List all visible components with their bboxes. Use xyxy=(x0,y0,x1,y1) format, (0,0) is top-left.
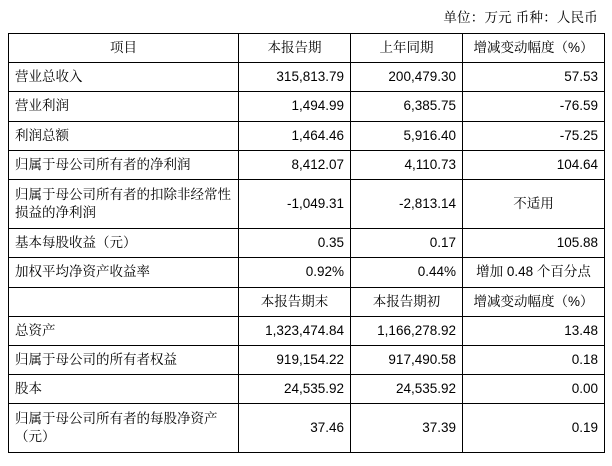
row-change-value: -75.25 xyxy=(463,121,605,150)
row-period-end-value: 919,154.22 xyxy=(239,345,351,374)
row-label: 归属于母公司所有者的每股净资产（元） xyxy=(9,404,239,453)
table-row xyxy=(9,404,605,453)
column-header-change-pct: 增减变动幅度（%） xyxy=(463,34,605,63)
row-label: 营业利润 xyxy=(9,92,239,121)
table-row xyxy=(9,92,605,121)
row-prior-period-value: 5,916.40 xyxy=(351,121,463,150)
row-period-end-value: 24,535.92 xyxy=(239,375,351,404)
row-period-begin-value: 917,490.58 xyxy=(351,345,463,374)
row-period-begin-value: 1,166,278.92 xyxy=(351,316,463,345)
row-prior-period-value: -2,813.14 xyxy=(351,180,463,229)
row-label: 总资产 xyxy=(9,316,239,345)
row-current-period-value: 0.35 xyxy=(239,229,351,258)
column-header-period-end: 本报告期末 xyxy=(239,287,351,316)
column-header-item: 项目 xyxy=(9,34,239,63)
row-prior-period-value: 200,479.30 xyxy=(351,63,463,92)
row-change-value: 13.48 xyxy=(463,316,605,345)
row-period-end-value: 1,323,474.84 xyxy=(239,316,351,345)
row-change-value: 0.18 xyxy=(463,345,605,374)
row-label: 归属于母公司的所有者权益 xyxy=(9,345,239,374)
row-current-period-value: 1,464.46 xyxy=(239,121,351,150)
row-current-period-value: 8,412.07 xyxy=(239,150,351,179)
row-label: 利润总额 xyxy=(9,121,239,150)
table-row xyxy=(9,316,605,345)
row-label: 归属于母公司所有者的净利润 xyxy=(9,150,239,179)
row-prior-period-value: 0.17 xyxy=(351,229,463,258)
table-row xyxy=(9,180,605,229)
column-header-change-pct: 增减变动幅度（%） xyxy=(463,287,605,316)
financial-summary-table xyxy=(8,33,605,453)
row-period-begin-value: 24,535.92 xyxy=(351,375,463,404)
row-change-value: 105.88 xyxy=(463,229,605,258)
row-change-value: 0.00 xyxy=(463,375,605,404)
row-change-value: 0.19 xyxy=(463,404,605,453)
row-current-period-value: -1,049.31 xyxy=(239,180,351,229)
row-change-value: 57.53 xyxy=(463,63,605,92)
row-label: 归属于母公司所有者的扣除非经常性损益的净利润 xyxy=(9,180,239,229)
row-current-period-value: 0.92% xyxy=(239,258,351,287)
row-label: 基本每股收益（元） xyxy=(9,229,239,258)
row-change-value: 增加 0.48 个百分点 xyxy=(463,258,605,287)
table-body xyxy=(9,34,605,453)
unit-currency-note: 单位：万元 币种：人民币 xyxy=(443,10,598,25)
row-prior-period-value: 0.44% xyxy=(351,258,463,287)
table-header-row-period xyxy=(9,34,605,63)
table-row xyxy=(9,150,605,179)
table-row xyxy=(9,63,605,92)
row-prior-period-value: 4,110.73 xyxy=(351,150,463,179)
table-header-row-balance xyxy=(9,287,605,316)
table-row xyxy=(9,121,605,150)
row-label: 营业总收入 xyxy=(9,63,239,92)
table-row xyxy=(9,345,605,374)
row-label: 股本 xyxy=(9,375,239,404)
row-change-value: -76.59 xyxy=(463,92,605,121)
table-row xyxy=(9,375,605,404)
row-period-end-value: 37.46 xyxy=(239,404,351,453)
row-change-value: 104.64 xyxy=(463,150,605,179)
table-row xyxy=(9,258,605,287)
row-label: 加权平均净资产收益率 xyxy=(9,258,239,287)
column-header-current-period: 本报告期 xyxy=(239,34,351,63)
row-change-value: 不适用 xyxy=(463,180,605,229)
row-current-period-value: 1,494.99 xyxy=(239,92,351,121)
column-header-period-begin: 本报告期初 xyxy=(351,287,463,316)
row-period-begin-value: 37.39 xyxy=(351,404,463,453)
table-row xyxy=(9,229,605,258)
row-prior-period-value: 6,385.75 xyxy=(351,92,463,121)
column-header-prior-period: 上年同期 xyxy=(351,34,463,63)
column-header-blank xyxy=(9,287,239,316)
row-current-period-value: 315,813.79 xyxy=(239,63,351,92)
